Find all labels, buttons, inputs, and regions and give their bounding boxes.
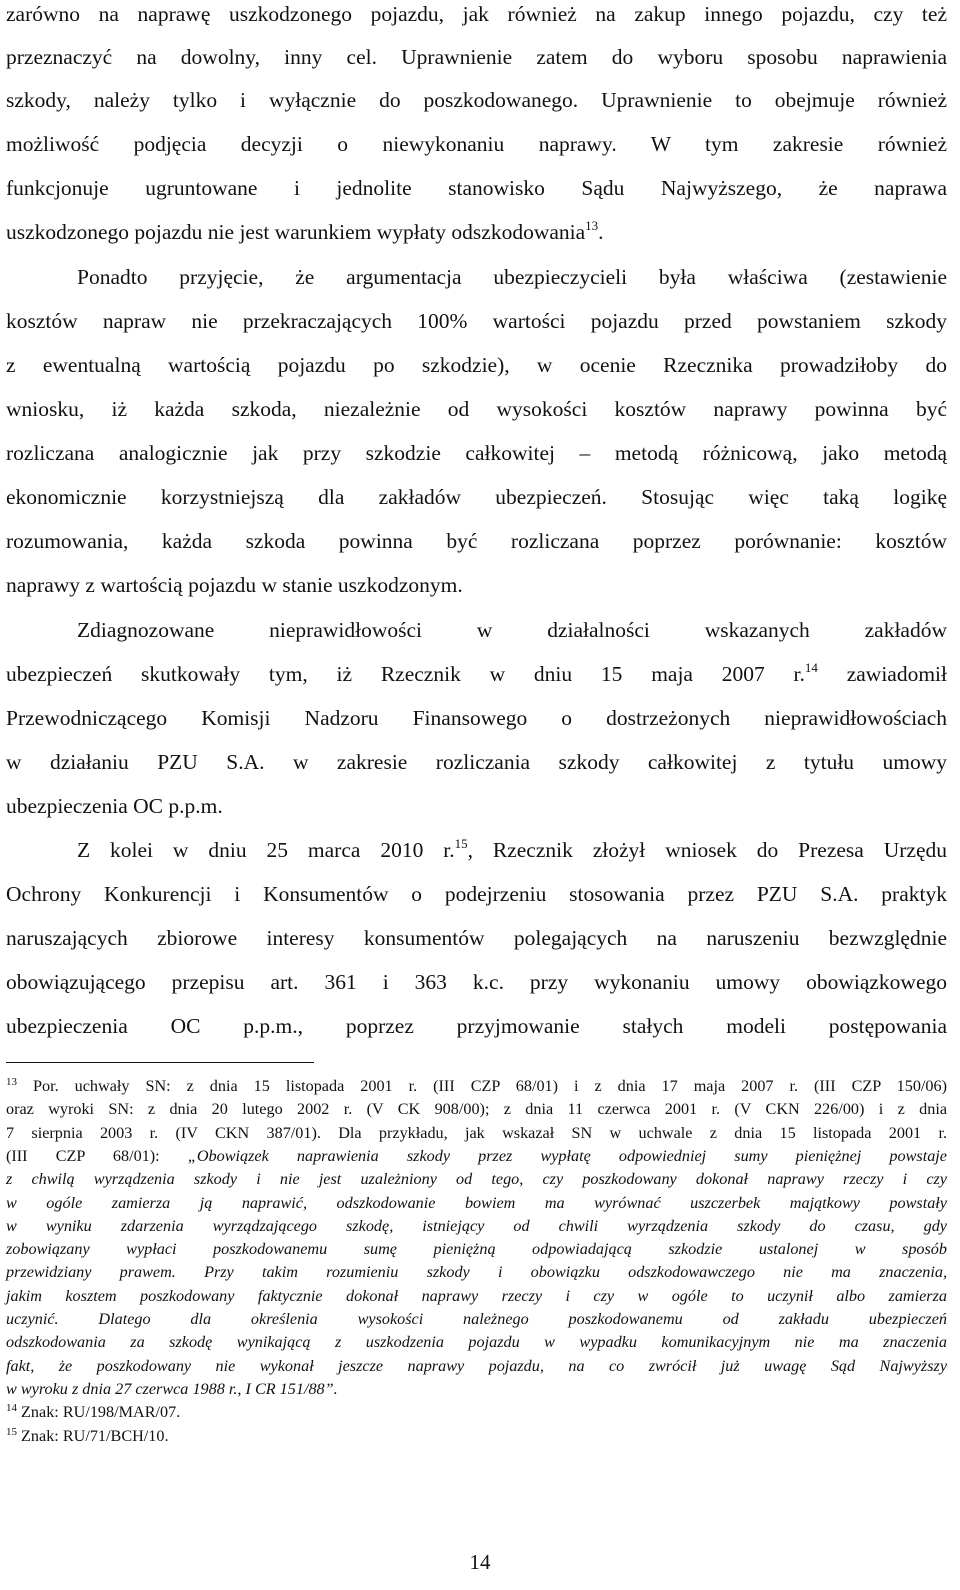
body-line-13: rozumowania, każda szkoda powinna być rozliczana poprzez porównanie: kosztów [6,529,947,553]
body-line-10: wniosku, iż każda szkoda, niezależnie od wysokości kosztów naprawy powinna być [6,397,947,421]
body-line-22: naruszających zbiorowe interesy konsumentów polegających na naruszeniu bezwzględnie [6,926,947,950]
page-number: 14 [469,1550,491,1574]
body-line-12: ekonomicznie korzystniejszą dla zakładów ubezpieczeń. Stosując więc taką logikę [6,485,947,509]
footnote-ref-15: 15 [454,836,468,851]
footnote-13-text-1: Por. uchwały SN: z dnia 15 listopada 2001 r. (III CZP 68/01) i z dnia 17 maja 2007 r. (III CZP 150/06) [33,1077,948,1095]
body-line-6: uszkodzonego pojazdu nie jest warunkiem wypłaty odszkodowania$^{13}$. [6,218,604,244]
footnote-13-line-2: oraz wyroki SN: z dnia 20 lutego 2002 r. (V CK 908/00); z dnia 11 czerwca 2001 r. (V CKN 226/00) i z dnia [6,1100,947,1119]
body-line-7: Ponadto przyjęcie, że argumentacja ubezpieczycieli była właściwa (zestawienie [77,265,947,289]
footnote-14-number: 14 [6,1402,17,1415]
body-line-23: obowiązującego przepisu art. 361 i 363 k.c. przy wykonaniu umowy obowiązkowego [6,970,947,994]
body-line-15: Zdiagnozowane nieprawidłowości w działalności wskazanych zakładów [77,618,947,642]
body-line-17: Przewodniczącego Komisji Nadzoru Finansowego o dostrzeżonych nieprawidłowościach [6,706,947,730]
footnote-13-quote-start: „Obowiązek naprawienia szkody przez wypłatę odpowiedniej sumy pieniężnej powstaje [187,1146,947,1165]
footnote-14-text: Znak: RU/198/MAR/07. [17,1403,181,1422]
body-line-3: szkody, należy tylko i wyłącznie do poszkodowanego. Uprawnienie to obejmuje również [6,88,947,112]
footnote-ref-14: 14 [804,660,818,675]
body-line-6-text: uszkodzonego pojazdu nie jest warunkiem wypłaty odszkodowania [6,220,586,244]
body-line-21: Ochrony Konkurencji i Konsumentów o podejrzeniu stosowania przez PZU S.A. praktyk [6,882,947,906]
footnote-13-line-7: w wyniku zdarzenia wyrządzającego szkodę, istniejący od chwili wyrządzenia szkody do czasu, gdy [6,1216,947,1235]
body-line-20-tail: , Rzecznik złożył wniosek do Prezesa Urzędu [467,838,947,862]
body-line-24: ubezpieczenia OC p.p.m., poprzez przyjmowanie stałych modeli postępowania [6,1014,947,1038]
footnote-15 [6,1425,947,1447]
body-line-20 [77,836,947,864]
footnote-13-line-4 [6,1145,947,1167]
body-line-14: naprawy z wartością pojazdu w stanie uszkodzonym. [6,573,463,597]
body-line-16 [6,660,947,688]
footnote-13-line-11 [6,1308,947,1330]
body-line-8: kosztów napraw nie przekraczających 100% wartości pojazdu przed powstaniem szkody [6,309,947,333]
footnote-13-line-9 [6,1261,947,1283]
footnote-separator [6,1062,314,1063]
footnote-13-line-3: 7 sierpnia 2003 r. (IV CKN 387/01). Dla przykładu, jak wskazał SN w uchwale z dnia 15 listopada 2001 r. [6,1123,947,1142]
footnote-13-line-6: w ogóle zamierza ją naprawić, odszkodowanie bowiem ma wyrównać uszczerbek majątkowy powstały [6,1193,947,1212]
footnote-13-text-4a: (III CZP 68/01): [6,1146,188,1165]
footnote-13-line-8: zobowiązany wypłaci poszkodowanemu sumę pieniężną odpowiadającą szkodzie ustalonej w sposób [6,1240,947,1259]
body-line-16-text: ubezpieczeń skutkowały tym, iż Rzecznik w dniu 15 maja 2007 r. [6,662,805,686]
body-line-5: funkcjonuje ugruntowane i jednolite stanowisko Sądu Najwyższego, że naprawa [6,176,947,200]
body-line-2: przeznaczyć na dowolny, inny cel. Uprawnienie zatem do wyboru sposobu naprawienia [6,45,947,69]
footnote-13-line-13: fakt, że poszkodowany nie wykonał jeszcze naprawy pojazdu, na co zwrócił już uwagę Sąd Najwyższy [6,1356,947,1375]
footnote-13-line-1 [6,1075,947,1097]
footnote-13-text-9a: przewidziany prawem. [6,1263,176,1282]
footnote-15-number: 15 [6,1425,17,1438]
footnote-13-line-10: jakim kosztem poszkodowany faktycznie dokonał naprawy rzeczy i czy w ogóle to uczynił albo zamierza [6,1286,947,1305]
footnote-13-line-14: w wyroku z dnia 27 czerwca 1988 r., I CR 151/88”. [6,1379,338,1398]
footnote-14 [6,1401,947,1423]
body-line-9: z ewentualną wartością pojazdu po szkodzie), w ocenie Rzecznika prowadziłoby do [6,353,947,377]
body-line-19: ubezpieczenia OC p.p.m. [6,794,223,818]
body-line-18: w działaniu PZU S.A. w zakresie rozliczania szkody całkowitej z tytułu umowy [6,750,947,774]
body-line-4: możliwość podjęcia decyzji o niewykonaniu naprawy. W tym zakresie również [6,132,947,156]
body-line-16-tail: zawiadomił [846,662,948,686]
body-line-11: rozliczana analogicznie jak przy szkodzie całkowitej – metodą różnicową, jako metodą [6,441,947,465]
footnote-13-line-11-part-2: Dlatego dla określenia wysokości należnego poszkodowanemu od zakładu ubezpieczeń [58,1310,947,1328]
footnote-13-number: 13 [6,1076,17,1088]
footnote-13-line-11-part-1: uczynić. [6,1310,59,1328]
footnote-15-text: Znak: RU/71/BCH/10. [17,1426,169,1445]
body-line-1: zarówno na naprawę uszkodzonego pojazdu, jak również na zakup innego pojazdu, czy też [6,2,947,26]
footnote-ref-13: 13 [585,218,599,233]
footnote-13-line-12: odszkodowania za szkodę wynikającą z uszkodzenia pojazdu w wypadku komunikacyjnym nie ma znaczenia [6,1333,947,1352]
footnote-13-text-9b: Przy takim rozumieniu szkody i obowiązku odszkodowawczego nie ma znaczenia, [175,1263,947,1282]
footnote-13-line-5: z chwilą wyrządzenia szkody i nie jest uzależniony od tego, czy poszkodowany dokonał naprawy rzeczy i czy [6,1170,947,1189]
body-line-20-text: Z kolei w dniu 25 marca 2010 r. [77,838,455,862]
